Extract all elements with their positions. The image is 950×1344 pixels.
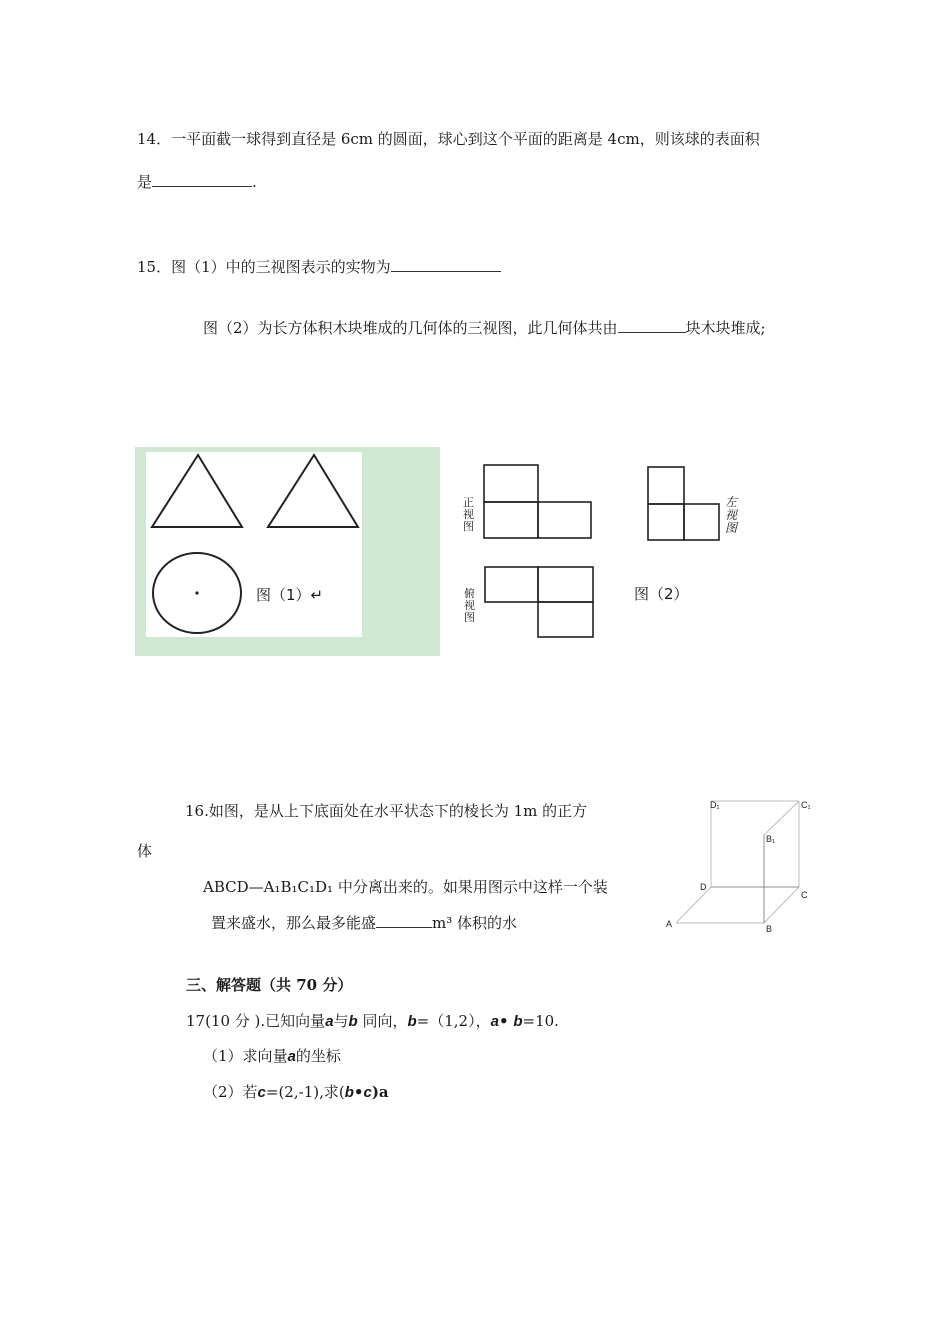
vector-a: a [287, 1048, 296, 1065]
side-view-label: 左视图 [725, 495, 738, 535]
q17-intro [186, 1010, 559, 1031]
front-view [484, 465, 591, 538]
side-view-triangle [268, 455, 358, 527]
q16-answer-blank[interactable] [376, 913, 432, 928]
edge-d-a [676, 887, 711, 923]
q14-answer-blank[interactable] [152, 172, 252, 187]
side-view-block [648, 467, 684, 504]
q15-line2 [203, 317, 766, 338]
q16-line4-prefix: 置来盛水，那么最多能盛 [211, 914, 377, 932]
figure1-drawing [135, 447, 440, 656]
q16-line4 [211, 912, 517, 933]
front-view-triangle [152, 455, 242, 527]
q14-line1: 14．一平面截一球得到直径是 6cm 的圆面，球心到这个平面的距离是 4cm，则该球的表面积 [137, 130, 760, 148]
figure1-panel [135, 447, 440, 656]
q16-line4-suffix: m³ 体积的水 [432, 914, 518, 932]
q17-part2-text: )a [371, 1083, 389, 1101]
cube-figure [660, 795, 820, 945]
vector-c: c [363, 1084, 372, 1101]
dot-operator: • [498, 1012, 509, 1030]
q17-part1-text: （1）求向量 [203, 1047, 288, 1065]
vector-a: a [490, 1013, 499, 1030]
q17-part1-text: 的坐标 [295, 1047, 341, 1065]
front-view-block [484, 465, 538, 502]
q14-line2 [137, 171, 257, 192]
q17-part2-text: =(2,-1),求( [265, 1083, 345, 1101]
front-view-label: 正视图 [463, 496, 474, 533]
side-view [648, 467, 719, 540]
q17-part2-text: （2）若 [203, 1083, 258, 1101]
label-b: B [766, 924, 773, 934]
q17-intro-text: =（1,2）， [416, 1012, 491, 1030]
vector-b: b [348, 1013, 358, 1030]
figure1-label: 图（1）↵ [256, 586, 324, 604]
q15-line2-prefix: 图（2）为长方体积木块堆成的几何体的三视图，此几何体共由 [203, 319, 618, 337]
dot-operator: • [353, 1083, 364, 1101]
side-view-block [648, 504, 684, 540]
top-view-block [538, 602, 593, 637]
vector-b: b [513, 1013, 523, 1030]
vector-a: a [325, 1013, 334, 1030]
q16-line2: 体 [137, 842, 153, 860]
top-view [485, 567, 593, 637]
q17-intro-text: 同向， [357, 1012, 408, 1030]
figure2-drawing [455, 455, 755, 665]
top-view-block [538, 567, 593, 602]
top-view-label: 俯视图 [464, 587, 475, 624]
edge-c1-b1 [764, 801, 799, 835]
label-c1: C₁ [801, 800, 811, 810]
front-view-block [484, 502, 538, 538]
top-view-block [485, 567, 538, 602]
q17-intro-text: =10. [522, 1012, 559, 1030]
front-view-block [538, 502, 591, 538]
q15-answer-blank-1[interactable] [391, 257, 501, 272]
q17-part2 [203, 1081, 389, 1102]
side-view-block [684, 504, 719, 540]
label-b1: B₁ [766, 834, 776, 844]
q16-line1: 16.如图，是从上下底面处在水平状态下的棱长为 1m 的正方 [185, 802, 588, 820]
vector-b: b [407, 1013, 417, 1030]
q15-line1 [137, 256, 501, 277]
q14-line2-prefix: 是 [137, 173, 153, 191]
section3-heading: 三、解答题（共 70 分） [186, 976, 353, 994]
cube-edges [676, 801, 799, 923]
q14-line2-suffix: . [252, 173, 257, 191]
q15-line1-text: 15．图（1）中的三视图表示的实物为 [137, 258, 391, 276]
q17-intro-text: 17(10 分 ).已知向量 [186, 1012, 326, 1030]
q17-intro-text: 与 [333, 1012, 349, 1030]
label-d: D [700, 882, 707, 892]
cube-water-edges [711, 835, 799, 923]
label-a: A [666, 919, 673, 929]
q16-line3: ABCD—A₁B₁C₁D₁ 中分离出来的。如果用图示中这样一个装 [203, 878, 608, 896]
edge-c-b [764, 887, 799, 923]
vector-b: b [344, 1084, 354, 1101]
label-c: C [801, 890, 808, 900]
figure2-label: 图（2） [634, 585, 689, 603]
q17-part1 [203, 1045, 341, 1066]
vector-c: c [257, 1084, 266, 1101]
label-d1: D₁ [710, 800, 720, 810]
circle-center-dot [195, 591, 198, 594]
q15-line2-suffix: 块木块堆成; [685, 319, 766, 337]
q15-answer-blank-2[interactable] [618, 318, 686, 333]
